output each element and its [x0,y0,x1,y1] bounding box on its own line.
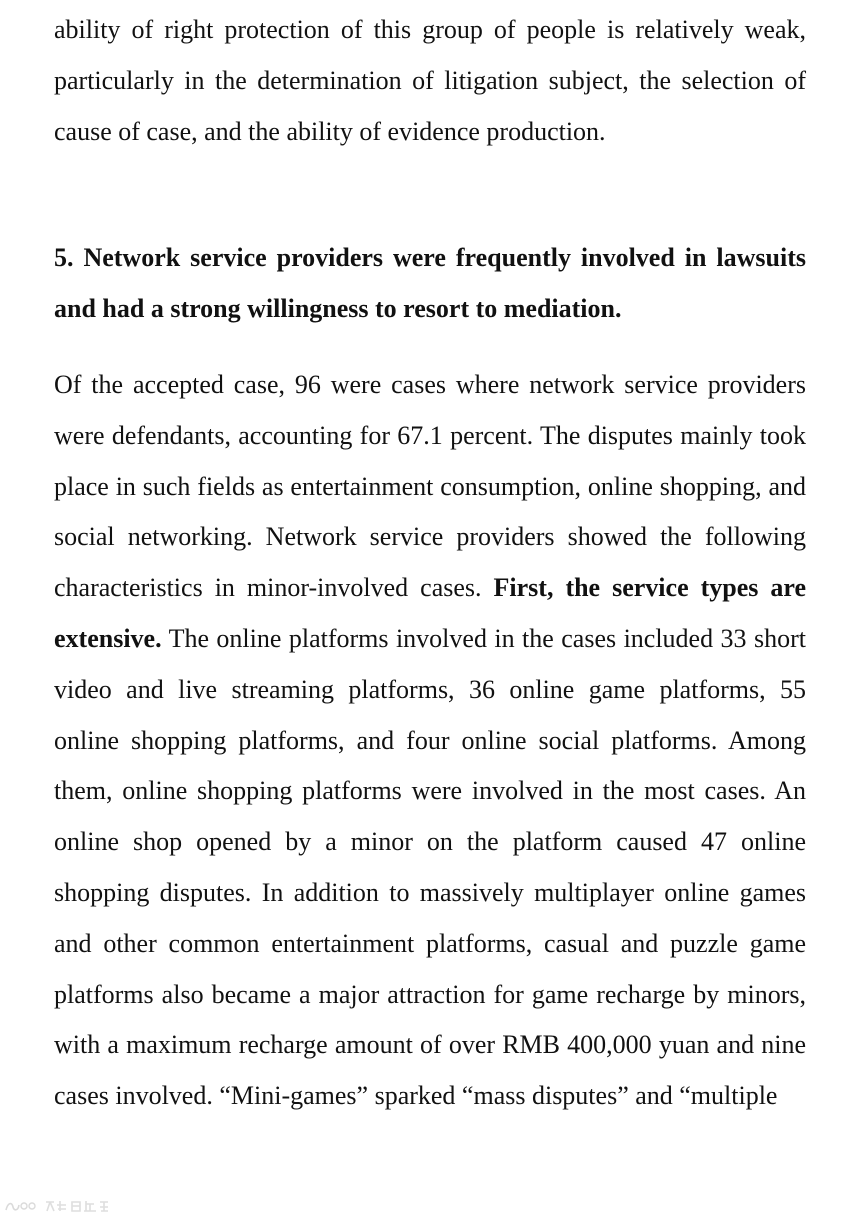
watermark-glyphs [44,1199,118,1213]
paragraph-network-providers [54,360,806,1122]
paragraph-emphasis: First, the service types are extensive. [54,573,806,653]
paragraph-text-part-a: Of the accepted case, 96 were cases where network service providers were defendants, accounting for 67.1 percent. The disputes mainly took place in such fields as entertainment consumption, online shopping, and social networking. Network service providers showed the following characteristics in minor-involved cases. [54,370,806,603]
section-heading: 5. Network service providers were frequently involved in lawsuits and had a strong willingness to resort to mediation. [54,243,806,323]
paragraph-text-part-b: The online platforms involved in the cases included 33 short video and live streaming platforms, 36 online game platforms, 55 online shopping platforms, and four online social platforms. Among them, online shopping platforms were involved in the most cases. An online shop opened by a minor on the platform caused 47 online shopping disputes. In addition to massively multiplayer online games and other common entertainment platforms, casual and puzzle game platforms also became a major attraction for game recharge by minors, with a maximum recharge amount of over RMB 400,000 yuan and nine cases involved. “Mini-games” sparked “mass disputes” and “multiple [54,623,806,1111]
paragraph-continuation: ability of right protection of this group of people is relatively weak, particularly in the determination of litigation subject, the selection of cause of case, and the ability of evidence production. [54,15,806,146]
watermark [4,1193,118,1219]
logo-watermark-icon [4,1199,38,1213]
